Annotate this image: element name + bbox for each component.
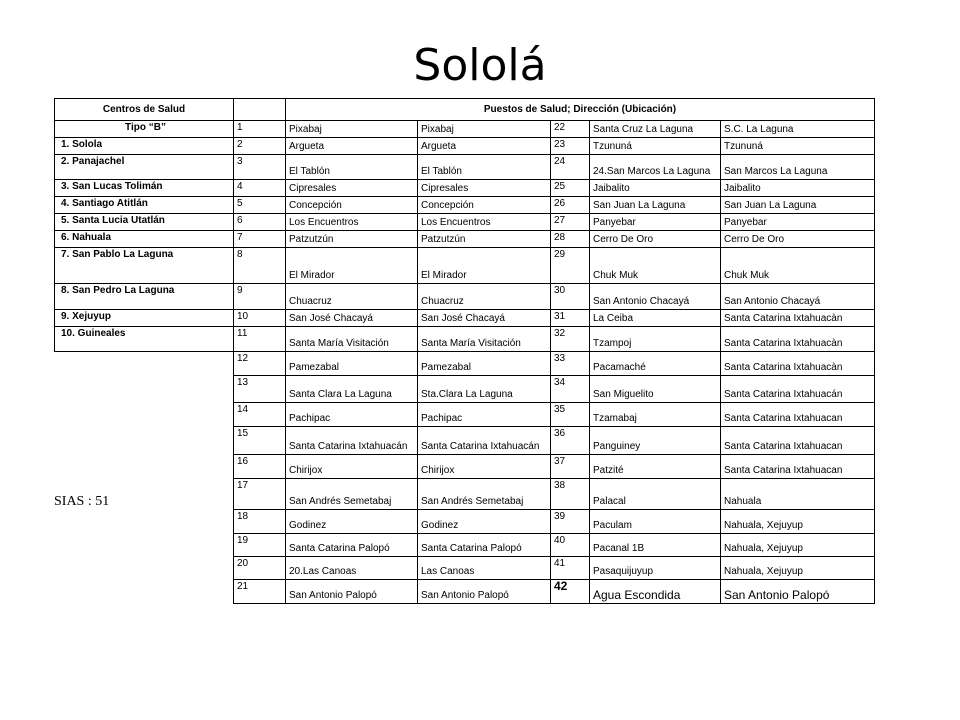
puesto-name: Panguiney bbox=[590, 427, 721, 455]
puesto-name: 20.Las Canoas bbox=[286, 557, 418, 580]
puesto-number: 23 bbox=[551, 138, 590, 155]
puesto-name: Concepción bbox=[286, 197, 418, 214]
puesto-number: 39 bbox=[551, 510, 590, 534]
puesto-number: 35 bbox=[551, 403, 590, 427]
puesto-number: 30 bbox=[551, 284, 590, 310]
table-row bbox=[55, 403, 875, 427]
puesto-name: 24.San Marcos La Laguna bbox=[590, 155, 721, 180]
table-row bbox=[55, 231, 875, 248]
puesto-number: 40 bbox=[551, 534, 590, 557]
puesto-address: Godinez bbox=[418, 510, 551, 534]
empty-cell bbox=[55, 427, 234, 455]
table-row bbox=[55, 121, 875, 138]
puesto-address: Cipresales bbox=[418, 180, 551, 197]
empty-cell bbox=[55, 376, 234, 403]
puesto-name: Pacanal 1B bbox=[590, 534, 721, 557]
puesto-name: San Antonio Chacayá bbox=[590, 284, 721, 310]
puesto-address: Panyebar bbox=[721, 214, 875, 231]
centro-item: 9. Xejuyup bbox=[55, 310, 234, 327]
puesto-number: 28 bbox=[551, 231, 590, 248]
puesto-number: 9 bbox=[234, 284, 286, 310]
empty-cell bbox=[55, 580, 234, 604]
header-blank bbox=[234, 99, 286, 121]
puesto-name: El Tablón bbox=[286, 155, 418, 180]
puesto-address: San Antonio Palopó bbox=[418, 580, 551, 604]
puesto-name: Santa Catarina Ixtahuacán bbox=[286, 427, 418, 455]
puesto-name: San Andrés Semetabaj bbox=[286, 479, 418, 510]
puesto-name: San José Chacayá bbox=[286, 310, 418, 327]
centro-item: 6. Nahuala bbox=[55, 231, 234, 248]
puesto-name: Panyebar bbox=[590, 214, 721, 231]
puesto-address: Las Canoas bbox=[418, 557, 551, 580]
puesto-number: 38 bbox=[551, 479, 590, 510]
puesto-name: Agua Escondida bbox=[590, 580, 721, 604]
centro-tipo: Tipo “B” bbox=[55, 121, 234, 138]
puesto-address: Concepción bbox=[418, 197, 551, 214]
puesto-address: Patzutzún bbox=[418, 231, 551, 248]
puesto-address: Santa Catarina Ixtahuacán bbox=[721, 376, 875, 403]
page-title: Sololá bbox=[413, 40, 547, 91]
table-row bbox=[55, 510, 875, 534]
puesto-address: Santa Catarina Ixtahuacàn bbox=[721, 327, 875, 352]
puesto-name: Santa Catarina Palopó bbox=[286, 534, 418, 557]
puesto-name: Patzité bbox=[590, 455, 721, 479]
header-puestos: Puestos de Salud; Dirección (Ubicación) bbox=[286, 99, 875, 121]
sias-count: SIAS : 51 bbox=[54, 494, 110, 509]
puesto-address: Sta.Clara La Laguna bbox=[418, 376, 551, 403]
puesto-number: 31 bbox=[551, 310, 590, 327]
table-row bbox=[55, 580, 875, 604]
puesto-number: 42 bbox=[551, 580, 590, 604]
puesto-number: 24 bbox=[551, 155, 590, 180]
puesto-name: Tzampoj bbox=[590, 327, 721, 352]
puesto-name: Santa Cruz La Laguna bbox=[590, 121, 721, 138]
table-row bbox=[55, 214, 875, 231]
centro-item: 5. Santa Lucia Utatlán bbox=[55, 214, 234, 231]
empty-cell bbox=[55, 455, 234, 479]
puesto-name: Chuacruz bbox=[286, 284, 418, 310]
puesto-address: Pamezabal bbox=[418, 352, 551, 376]
puesto-name: San Miguelito bbox=[590, 376, 721, 403]
puesto-address: San Andrés Semetabaj bbox=[418, 479, 551, 510]
centro-item: 2. Panajachel bbox=[55, 155, 234, 180]
puesto-number: 4 bbox=[234, 180, 286, 197]
puesto-number: 37 bbox=[551, 455, 590, 479]
puesto-name: Pixabaj bbox=[286, 121, 418, 138]
puesto-name: Chuk Muk bbox=[590, 248, 721, 284]
centro-item: 3. San Lucas Tolimán bbox=[55, 180, 234, 197]
centro-item: 8. San Pedro La Laguna bbox=[55, 284, 234, 310]
puesto-name: Pachipac bbox=[286, 403, 418, 427]
puesto-name: Santa María Visitación bbox=[286, 327, 418, 352]
puesto-number: 16 bbox=[234, 455, 286, 479]
empty-cell bbox=[55, 534, 234, 557]
puesto-number: 18 bbox=[234, 510, 286, 534]
puesto-name: Godinez bbox=[286, 510, 418, 534]
table-row bbox=[55, 197, 875, 214]
puesto-number: 5 bbox=[234, 197, 286, 214]
puesto-number: 27 bbox=[551, 214, 590, 231]
table-row bbox=[55, 534, 875, 557]
puesto-name: Cerro De Oro bbox=[590, 231, 721, 248]
puesto-number: 15 bbox=[234, 427, 286, 455]
puesto-address: Jaibalito bbox=[721, 180, 875, 197]
puesto-address: Pachipac bbox=[418, 403, 551, 427]
puesto-number: 34 bbox=[551, 376, 590, 403]
puesto-address: San Marcos La Laguna bbox=[721, 155, 875, 180]
puesto-address: Nahuala, Xejuyup bbox=[721, 510, 875, 534]
puesto-address: Argueta bbox=[418, 138, 551, 155]
puesto-address: San Juan La Laguna bbox=[721, 197, 875, 214]
puesto-address: Chuacruz bbox=[418, 284, 551, 310]
puesto-number: 6 bbox=[234, 214, 286, 231]
puesto-number: 7 bbox=[234, 231, 286, 248]
puesto-number: 25 bbox=[551, 180, 590, 197]
puesto-number: 21 bbox=[234, 580, 286, 604]
header-centros: Centros de Salud bbox=[55, 99, 234, 121]
puesto-number: 2 bbox=[234, 138, 286, 155]
puesto-number: 12 bbox=[234, 352, 286, 376]
puesto-name: Santa Clara La Laguna bbox=[286, 376, 418, 403]
puesto-address: Santa Catarina Ixtahuacan bbox=[721, 427, 875, 455]
puesto-name: Jaibalito bbox=[590, 180, 721, 197]
puesto-address: Santa Catarina Ixtahuacàn bbox=[721, 310, 875, 327]
puesto-address: San Antonio Chacayá bbox=[721, 284, 875, 310]
centro-item: 7. San Pablo La Laguna bbox=[55, 248, 234, 284]
table-row bbox=[55, 310, 875, 327]
table-row bbox=[55, 248, 875, 284]
table-row bbox=[55, 455, 875, 479]
puesto-name: Cipresales bbox=[286, 180, 418, 197]
puesto-name: Pacamaché bbox=[590, 352, 721, 376]
puesto-number: 11 bbox=[234, 327, 286, 352]
empty-cell bbox=[55, 352, 234, 376]
centro-item: 4. Santiago Atitlán bbox=[55, 197, 234, 214]
table-row bbox=[55, 557, 875, 580]
puesto-name: Paculam bbox=[590, 510, 721, 534]
puesto-address: Santa Catarina Palopó bbox=[418, 534, 551, 557]
table-row bbox=[55, 352, 875, 376]
puesto-number: 20 bbox=[234, 557, 286, 580]
puesto-number: 22 bbox=[551, 121, 590, 138]
puesto-address: Santa Catarina Ixtahuacàn bbox=[721, 352, 875, 376]
puesto-address: Nahuala, Xejuyup bbox=[721, 534, 875, 557]
table-row bbox=[55, 138, 875, 155]
table-row bbox=[55, 479, 875, 510]
puesto-address: S.C. La Laguna bbox=[721, 121, 875, 138]
puesto-address: Chirijox bbox=[418, 455, 551, 479]
puesto-number: 3 bbox=[234, 155, 286, 180]
puesto-address: Tzununá bbox=[721, 138, 875, 155]
puesto-number: 13 bbox=[234, 376, 286, 403]
puesto-name: Patzutzún bbox=[286, 231, 418, 248]
puesto-address: El Tablón bbox=[418, 155, 551, 180]
puesto-address: Santa Catarina Ixtahuacán bbox=[418, 427, 551, 455]
puesto-name: Chirijox bbox=[286, 455, 418, 479]
table-row bbox=[55, 327, 875, 352]
puesto-name: El Mirador bbox=[286, 248, 418, 284]
puesto-address: San José Chacayá bbox=[418, 310, 551, 327]
empty-cell bbox=[55, 403, 234, 427]
puesto-address: Nahuala, Xejuyup bbox=[721, 557, 875, 580]
puesto-name: Tzamabaj bbox=[590, 403, 721, 427]
puesto-number: 10 bbox=[234, 310, 286, 327]
centro-item: 10. Guineales bbox=[55, 327, 234, 352]
puesto-number: 36 bbox=[551, 427, 590, 455]
empty-cell bbox=[55, 557, 234, 580]
table-row bbox=[55, 155, 875, 180]
puesto-address: Cerro De Oro bbox=[721, 231, 875, 248]
table-row bbox=[55, 376, 875, 403]
puesto-address: San Antonio Palopó bbox=[721, 580, 875, 604]
puesto-number: 8 bbox=[234, 248, 286, 284]
puesto-number: 26 bbox=[551, 197, 590, 214]
puesto-address: Santa Catarina Ixtahuacan bbox=[721, 403, 875, 427]
puesto-address: Pixabaj bbox=[418, 121, 551, 138]
puesto-number: 14 bbox=[234, 403, 286, 427]
puesto-name: Pasaquijuyup bbox=[590, 557, 721, 580]
puesto-number: 29 bbox=[551, 248, 590, 284]
puesto-name: Argueta bbox=[286, 138, 418, 155]
puesto-number: 41 bbox=[551, 557, 590, 580]
puesto-name: Palacal bbox=[590, 479, 721, 510]
puesto-address: Santa Catarina Ixtahuacan bbox=[721, 455, 875, 479]
puesto-number: 1 bbox=[234, 121, 286, 138]
puesto-address: Los Encuentros bbox=[418, 214, 551, 231]
puesto-address: Nahuala bbox=[721, 479, 875, 510]
puesto-name: Tzununá bbox=[590, 138, 721, 155]
table-row bbox=[55, 427, 875, 455]
puesto-address: Chuk Muk bbox=[721, 248, 875, 284]
table-row bbox=[55, 180, 875, 197]
puesto-name: Los Encuentros bbox=[286, 214, 418, 231]
health-centers-table bbox=[54, 98, 875, 604]
puesto-name: San Juan La Laguna bbox=[590, 197, 721, 214]
puesto-number: 33 bbox=[551, 352, 590, 376]
puesto-address: Santa María Visitación bbox=[418, 327, 551, 352]
puesto-address: El Mirador bbox=[418, 248, 551, 284]
puesto-number: 17 bbox=[234, 479, 286, 510]
puesto-number: 32 bbox=[551, 327, 590, 352]
puesto-name: Pamezabal bbox=[286, 352, 418, 376]
puesto-name: La Ceiba bbox=[590, 310, 721, 327]
table-row bbox=[55, 284, 875, 310]
empty-cell bbox=[55, 510, 234, 534]
puesto-number: 19 bbox=[234, 534, 286, 557]
centro-item: 1. Solola bbox=[55, 138, 234, 155]
puesto-name: San Antonio Palopó bbox=[286, 580, 418, 604]
